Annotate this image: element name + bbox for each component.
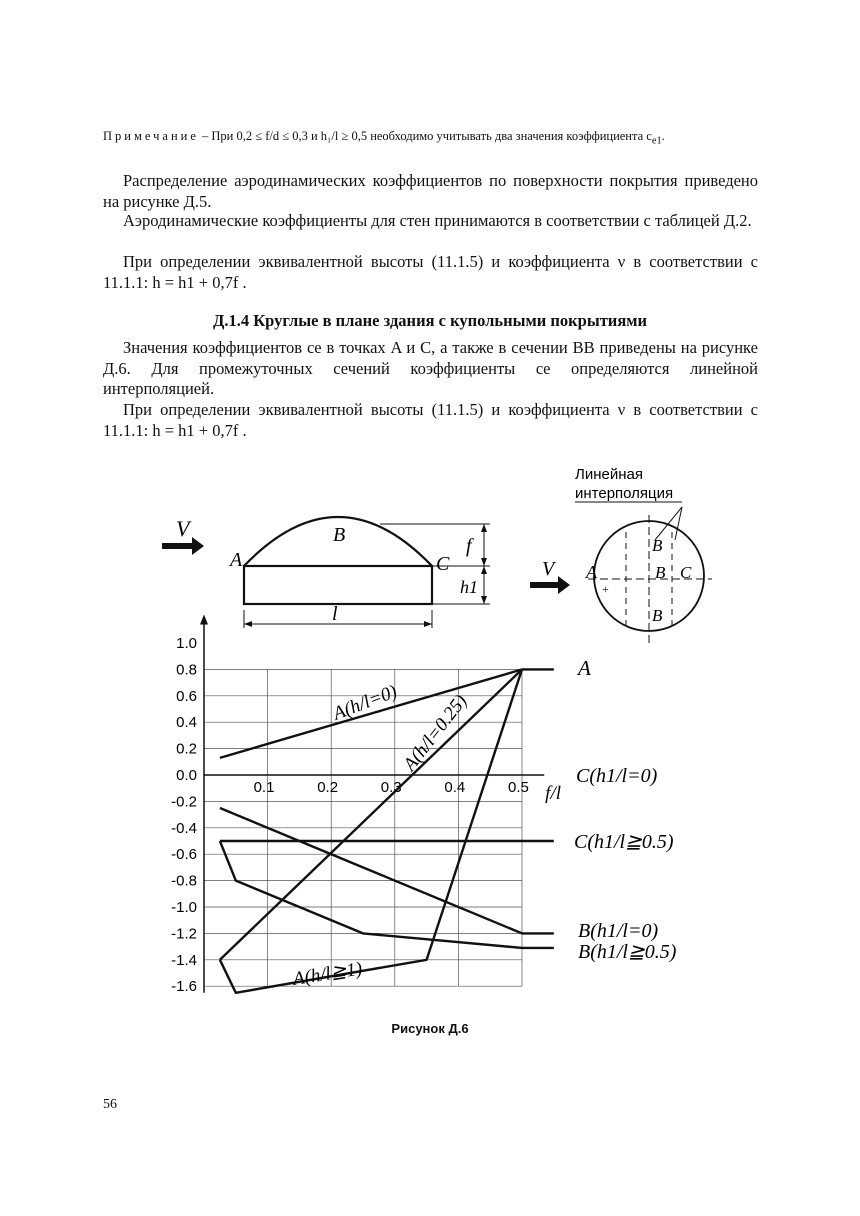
y-tick-label: 0.6 <box>176 687 197 705</box>
x-tick-label: 0.3 <box>380 779 402 796</box>
y-tick-label: 1.0 <box>176 635 197 652</box>
y-tick-label: -0.2 <box>171 793 197 811</box>
plan-plus: + <box>602 582 609 596</box>
note-end: . <box>661 129 665 143</box>
wind-label-right: V <box>542 558 555 580</box>
note-label: Примечание <box>103 129 199 143</box>
paragraph-3-text: При определении эквивалентной высоты (11.1.5) и коэффициента ν в соответствии с 11.1.1: h = h1 + 0,7f . <box>103 252 758 292</box>
interp-label-2: интерполяция <box>575 485 674 502</box>
plan-b-mid-label: B <box>655 563 666 582</box>
plan-a-label: A <box>586 562 597 582</box>
section-heading: Д.1.4 Круглые в плане здания с купольными покрытиями <box>212 311 647 330</box>
y-axis-arrow <box>200 615 208 625</box>
series-label-c05: C(h1/l≧0.5) <box>574 831 674 853</box>
dome-elevation <box>244 517 490 628</box>
y-tick-label: -1.0 <box>171 899 197 916</box>
y-tick-label: -1.6 <box>171 978 197 996</box>
y-tick-label: 0.4 <box>176 714 197 732</box>
point-c-label: C <box>436 553 450 575</box>
series-label-a: A <box>578 656 591 680</box>
plan-c-label: C <box>680 563 692 582</box>
x-axis-label: f/l <box>545 783 562 804</box>
point-a-label: A <box>230 549 243 571</box>
y-tick-label: 0.0 <box>176 767 197 784</box>
figure-caption: Рисунок Д.6 <box>391 1021 469 1036</box>
x-tick-label: 0.5 <box>508 779 529 796</box>
chart <box>171 615 677 996</box>
wind-label-left: V <box>176 516 190 541</box>
dim-h1-label: h1 <box>460 577 478 597</box>
series-label-b05: B(h1/l≧0.5) <box>578 941 677 963</box>
y-tick-label: -0.8 <box>171 872 197 890</box>
x-tick-label: 0.2 <box>317 779 339 796</box>
dim-f-label: f <box>466 535 472 557</box>
x-tick-label: 0.4 <box>444 779 466 796</box>
dim-l-label: l <box>332 603 338 625</box>
paragraph-5-text: При определении эквивалентной высоты (11.1.5) и коэффициента ν в соответствии с 11.1.1: h = h1 + 0,7f . <box>103 400 758 440</box>
interp-label-1: Линейная <box>575 466 643 483</box>
series-line <box>220 841 554 948</box>
series-label-c0: C(h1/l=0) <box>576 765 658 787</box>
y-tick-label: -0.4 <box>171 819 197 837</box>
dome-plan <box>588 507 712 643</box>
y-tick-label: -0.6 <box>171 846 197 864</box>
page-number: 56 <box>103 1097 117 1112</box>
point-b-label: B <box>333 524 346 546</box>
series-label-a1: A(h/l≧1) <box>291 958 364 990</box>
series-label-a0: A(h/l=0) <box>330 681 401 725</box>
note-sub: e1 <box>651 135 662 147</box>
series-line <box>220 808 554 933</box>
building-body <box>244 566 432 604</box>
paragraph-2-text: Аэродинамические коэффициенты для стен принимаются в соответствии с таблицей Д.2. <box>123 211 752 230</box>
series-label-b0: B(h1/l=0) <box>578 920 659 942</box>
y-tick-label: 0.8 <box>176 661 197 679</box>
x-tick-label: 0.1 <box>253 779 275 796</box>
note-text: – При 0,2 ≤ f/d ≤ 0,3 и h₁/l ≥ 0,5 необходимо учитывать два значения коэффициента c <box>198 129 652 143</box>
series-label-a025: A(h/l=0.25) <box>399 690 472 776</box>
plan-b-top-label: B <box>652 536 663 555</box>
paragraph-1-text: Распределение аэродинамических коэффициентов по поверхности покрытия приведено на рисунке Д.5. <box>103 171 758 211</box>
paragraph-4-text: Значения коэффициентов ce в точках A и C, а также в сечении BB приведены на рисунке Д.6. Для промежуточных сечений коэффициенты ce определяются линейной интерполяцией. <box>103 338 758 398</box>
y-tick-label: 0.2 <box>176 740 197 758</box>
y-tick-label: -1.2 <box>171 925 197 943</box>
plan-b-bottom-label: B <box>652 606 663 625</box>
y-tick-label: -1.4 <box>171 951 197 969</box>
